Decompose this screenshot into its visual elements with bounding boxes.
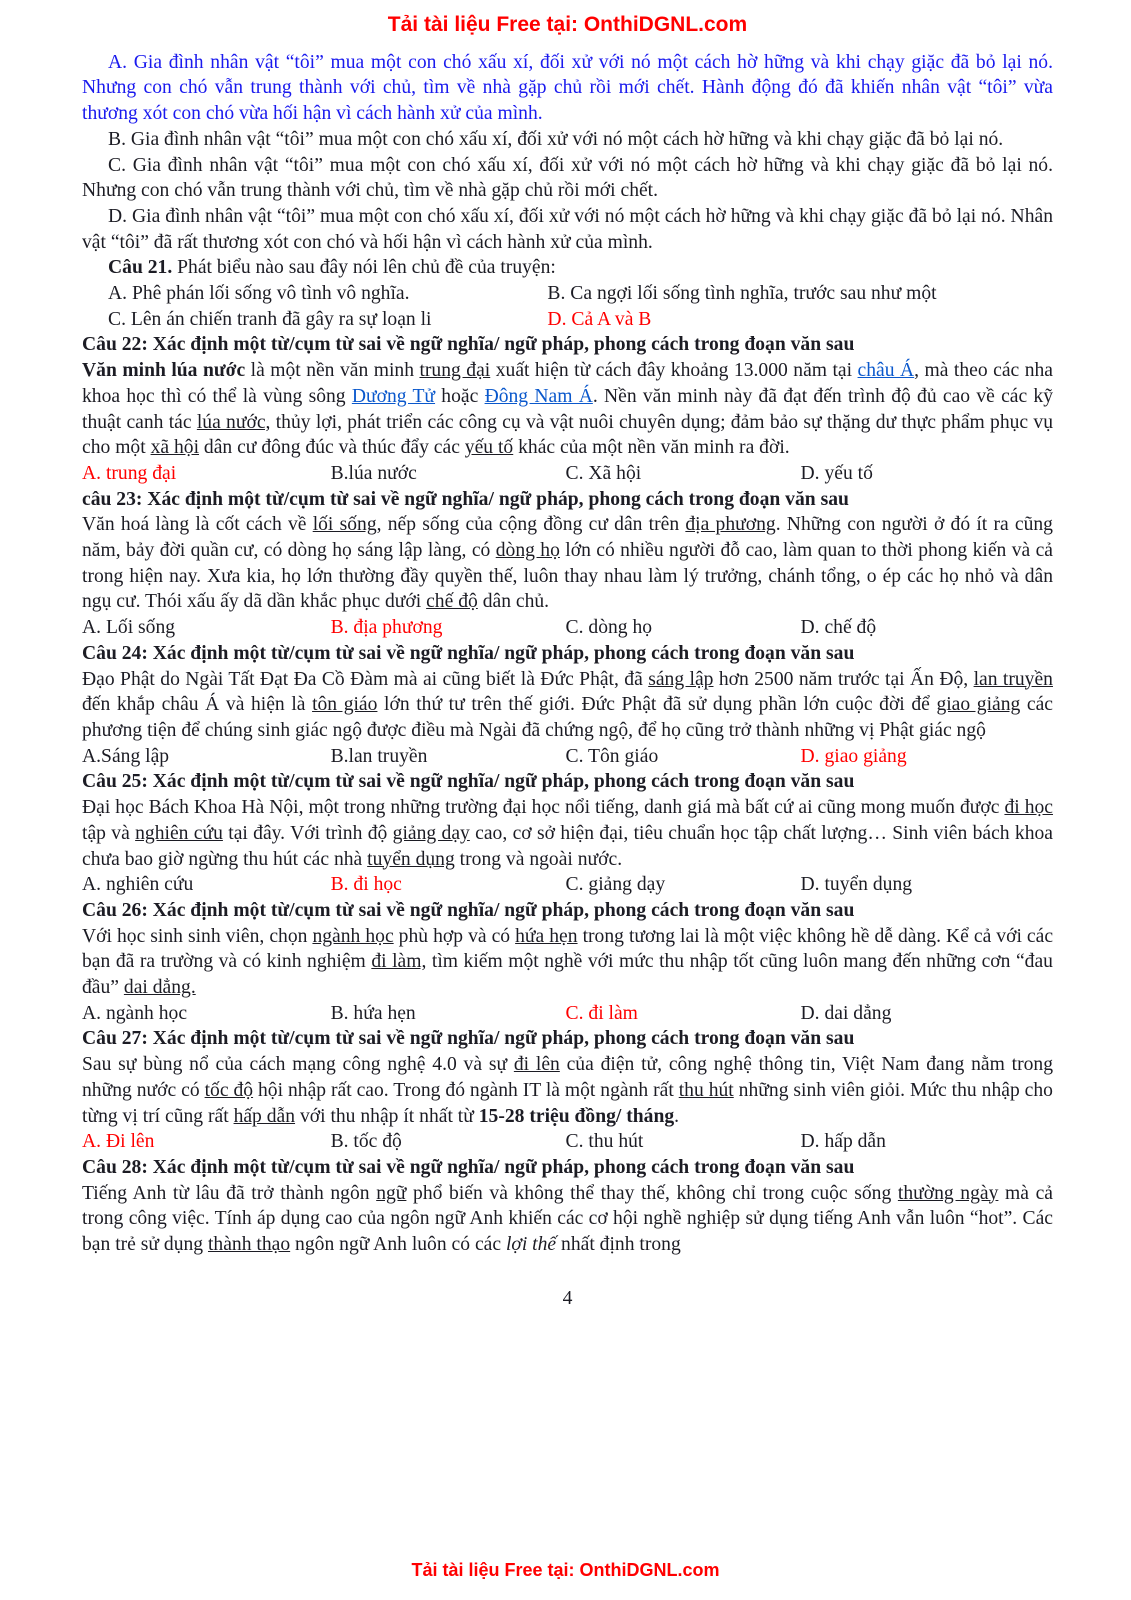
option-a: A. Phê phán lối sống vô tình vô nghĩa. bbox=[108, 283, 410, 305]
option-c: C. Lên án chiến tranh đã gây ra sự loạn li bbox=[108, 308, 432, 330]
text-run: giao giảng bbox=[936, 694, 1021, 716]
option-c: C. giảng dạy bbox=[565, 874, 666, 896]
question-22-passage bbox=[82, 358, 1053, 461]
text-run: của điện tử, công nghệ thông tin, Việt Nam đang nằm trong những nước có bbox=[82, 1054, 1053, 1101]
text-run: nhất định trong bbox=[556, 1234, 681, 1256]
text-run: dai dẳng. bbox=[123, 977, 196, 999]
text-run: câu 23: Xác định một từ/cụm từ sai về ngữ nghĩa/ ngữ pháp, phong cách trong đoạn văn sau bbox=[82, 488, 849, 510]
text-run: dòng họ bbox=[495, 540, 560, 562]
text-run: Phát biểu nào sau đây nói lên chủ đề của truyện: bbox=[172, 257, 556, 279]
text-run: trong tương lai là một việc không hề dễ dàng. Kể cả với các bạn đã ra trường và có kinh nghiệm bbox=[82, 925, 1054, 973]
question-26-heading bbox=[82, 898, 1053, 924]
text-run: khác của một nền văn minh ra đời. bbox=[513, 437, 790, 459]
question-21 bbox=[82, 255, 1053, 281]
option-b: B. địa phương bbox=[330, 617, 443, 639]
text-run: dân chủ. bbox=[477, 591, 550, 613]
text-run: yếu tố bbox=[464, 437, 514, 459]
hyperlink[interactable]: châu Á bbox=[857, 360, 915, 382]
text-run: hội nhập rất cao. Trong đó ngành IT là một ngành rất bbox=[253, 1079, 679, 1101]
text-run: nghiên cứu bbox=[135, 822, 223, 844]
text-run: đi làm, bbox=[371, 951, 427, 973]
question-27-heading bbox=[82, 1026, 1053, 1052]
text-run: phù hợp và có bbox=[393, 925, 516, 947]
option-d: D. yếu tố bbox=[800, 462, 873, 484]
text-run: ngôn ngữ Anh luôn có các bbox=[290, 1234, 506, 1256]
text-run: , nếp sống của cộng đồng cư dân trên bbox=[376, 514, 686, 536]
option-b: B. đi học bbox=[330, 874, 402, 896]
option-b: B.lan truyền bbox=[330, 745, 428, 767]
question-21-options-row-2 bbox=[82, 307, 1053, 333]
text-run: lớn thứ tư trên thế giới. Đức Phật đã sử dụng phần lớn cuộc đời để bbox=[377, 694, 937, 716]
option-a: A. Đi lên bbox=[82, 1131, 155, 1153]
text-run: phổ biến và không thể thay thế, không chỉ trong cuộc sống bbox=[406, 1182, 898, 1204]
text-run: thủy lợi, phát triển các công cụ và vật nuôi chuyên dụng; đảm bảo sự thặng dư thực phẩm phục vụ cho một bbox=[82, 411, 1054, 459]
text-run: là một nền văn minh bbox=[245, 360, 420, 382]
passage-option-c bbox=[82, 153, 1053, 204]
question-23-passage bbox=[82, 512, 1053, 615]
text-run: hấp dẫn bbox=[233, 1105, 296, 1127]
text-run: ngành học bbox=[312, 925, 394, 947]
option-c: C. đi làm bbox=[565, 1002, 638, 1024]
question-27-options bbox=[82, 1129, 1053, 1155]
option-c: C. Tôn giáo bbox=[565, 745, 659, 767]
page-number: 4 bbox=[562, 1287, 573, 1309]
option-a: A.Sáng lập bbox=[82, 745, 170, 767]
text-run: với thu nhập ít nhất từ bbox=[295, 1105, 479, 1127]
question-28-heading bbox=[82, 1155, 1053, 1181]
text-run: Câu 21. bbox=[108, 257, 173, 279]
text-run: Câu 28: Xác định một từ/cụm từ sai về ngữ nghĩa/ ngữ pháp, phong cách trong đoạn văn sau bbox=[82, 1156, 855, 1178]
option-b: B.lúa nước bbox=[330, 462, 417, 484]
option-d: D. tuyển dụng bbox=[800, 874, 913, 896]
text-run: thành thạo bbox=[207, 1234, 291, 1256]
text-run: Câu 27: Xác định một từ/cụm từ sai về ngữ nghĩa/ ngữ pháp, phong cách trong đoạn văn sau bbox=[82, 1028, 855, 1050]
page-footer-banner: Tải tài liệu Free tại: OnthiDGNL.com bbox=[411, 1560, 720, 1581]
text-run: hơn 2500 năm trước tại Ấn Độ, bbox=[713, 668, 974, 690]
text-run: đi lên bbox=[513, 1054, 560, 1076]
text-run: hoặc bbox=[435, 385, 485, 407]
text-run: . Những con người ở đó ít ra cũng năm, bảy đời quần cư, có dòng họ sáng lập làng, có bbox=[82, 514, 1053, 562]
question-26-options bbox=[82, 1001, 1053, 1027]
text-run: , mà theo các nha khoa học thì có thể là vùng sông bbox=[82, 360, 1053, 407]
passage-option-b bbox=[82, 127, 1053, 153]
option-a: A. nghiên cứu bbox=[82, 874, 194, 896]
text-run: Tiếng Anh từ lâu đã trở thành ngôn bbox=[82, 1182, 377, 1204]
text-run: Với học sinh sinh viên, chọn bbox=[82, 925, 313, 947]
option-a: A. trung đại bbox=[82, 462, 177, 484]
question-24-heading bbox=[82, 641, 1053, 667]
text-run: Đại học Bách Khoa Hà Nội, một trong những trường đại học nổi tiếng, danh giá mà bất cứ ai cũng mong muốn được bbox=[82, 797, 1005, 819]
text-run: cao, cơ sở hiện đại, tiêu chuẩn học tập chất lượng… Sinh viên bách khoa chưa bao giờ ngừng thu hút các nhà bbox=[82, 822, 1054, 870]
option-b: B. tốc độ bbox=[330, 1131, 402, 1153]
text-run: sáng lập bbox=[648, 668, 714, 690]
text-run: 15-28 triệu đồng/ tháng bbox=[478, 1105, 675, 1127]
option-c: C. dòng họ bbox=[565, 617, 653, 639]
question-26-passage bbox=[82, 924, 1053, 1001]
question-24-passage bbox=[82, 667, 1053, 744]
text-run: tốc độ bbox=[204, 1079, 254, 1101]
text-run: ngữ bbox=[376, 1182, 407, 1204]
text-run: những sinh viên giỏi. Mức thu nhập cho từng vị trí cũng rất bbox=[82, 1079, 1053, 1127]
text-run: tập và bbox=[82, 822, 136, 844]
option-d: D. Cả A và B bbox=[547, 308, 652, 330]
text-run: Câu 25: Xác định một từ/cụm từ sai về ngữ nghĩa/ ngữ pháp, phong cách trong đoạn văn sau bbox=[82, 771, 855, 793]
text-run: Văn minh lúa nước bbox=[82, 360, 246, 382]
text-run: địa phương bbox=[685, 514, 776, 536]
text-run: tại đây. Với trình độ bbox=[222, 822, 393, 844]
option-d: D. hấp dẫn bbox=[800, 1131, 886, 1153]
text-run: lan truyền bbox=[973, 668, 1053, 690]
text-run: giảng dạy bbox=[392, 822, 470, 844]
text-run: Câu 22: Xác định một từ/cụm từ sai về ngữ nghĩa/ ngữ pháp, phong cách trong đoạn văn sau bbox=[82, 334, 855, 356]
text-run: Văn hoá làng là cốt cách về bbox=[82, 514, 313, 536]
option-c: C. Xã hội bbox=[565, 462, 642, 484]
question-28-passage bbox=[82, 1181, 1053, 1258]
text-run: tôn giáo bbox=[312, 694, 378, 716]
text-run: thường ngày bbox=[897, 1182, 999, 1204]
text-run: lợi thế bbox=[505, 1234, 557, 1256]
question-25-heading bbox=[82, 769, 1053, 795]
question-22-options bbox=[82, 461, 1053, 487]
text-run: lối sống bbox=[312, 514, 377, 536]
text-run: đi học bbox=[1004, 797, 1053, 819]
question-21-options-row-1 bbox=[82, 281, 1053, 307]
question-22-heading bbox=[82, 332, 1053, 358]
passage-option-a bbox=[82, 50, 1053, 127]
text-run: C. Gia đình nhân vật “tôi” mua một con chó xấu xí, đối xử với nó một cách hờ hững và khi chạy giặc đã bỏ lại nó. Nhưng con chó vẫn trung thành với chủ, tìm về nhà gặp chủ rồi mới chết. bbox=[82, 154, 1053, 202]
option-b: B. Ca ngợi lối sống tình nghĩa, trước sau như một bbox=[547, 283, 937, 305]
option-a: A. Lối sống bbox=[82, 617, 176, 639]
text-run: xã hội bbox=[150, 437, 200, 459]
text-run: Sau sự bùng nổ của cách mạng công nghệ 4.0 và sự bbox=[82, 1054, 514, 1076]
document-body bbox=[82, 50, 1053, 1258]
text-run: mà cả trong công việc. Tính áp dụng cao của ngôn ngữ Anh khiến các cơ hội nghề nghiệp sử dụng tiếng Anh vẫn luôn “hot”. Các bạn trẻ sử dụng bbox=[82, 1182, 1053, 1256]
page-header-banner: Tải tài liệu Free tại: OnthiDGNL.com bbox=[387, 13, 748, 36]
question-23-heading bbox=[82, 487, 1053, 513]
question-24-options bbox=[82, 744, 1053, 770]
text-run: dân cư đông đúc và thúc đẩy các bbox=[199, 437, 465, 459]
question-25-options bbox=[82, 872, 1053, 898]
option-a: A. ngành học bbox=[82, 1002, 188, 1024]
text-run: Đạo Phật do Ngài Tất Đạt Đa Cồ Đàm mà ai cũng biết là Đức Phật, đã bbox=[82, 668, 649, 690]
text-run: D. Gia đình nhân vật “tôi” mua một con chó xấu xí, đối xử với nó một cách hờ hững và khi chạy giặc đã bỏ lại nó. Nhân vật “tôi” đã rất thương xót con chó và hối hận vì cách hành xử của mình. bbox=[82, 205, 1053, 253]
option-d: D. dai dẳng bbox=[800, 1002, 892, 1024]
question-23-options bbox=[82, 615, 1053, 641]
text-run: thu hút bbox=[678, 1079, 734, 1101]
text-run: Câu 24: Xác định một từ/cụm từ sai về ngữ nghĩa/ ngữ pháp, phong cách trong đoạn văn sau bbox=[82, 642, 855, 664]
question-25-passage bbox=[82, 795, 1053, 872]
question-27-passage bbox=[82, 1052, 1053, 1129]
option-d: D. chế độ bbox=[800, 617, 877, 639]
option-b: B. hứa hẹn bbox=[330, 1002, 416, 1024]
text-run: tuyển dụng bbox=[367, 848, 455, 870]
text-run: tìm kiếm một nghề với mức thu nhập tốt cũng luôn mang đến những cơn “đau đầu” bbox=[82, 951, 1053, 999]
text-run: chế độ bbox=[426, 591, 478, 613]
text-run: trong và ngoài nước. bbox=[454, 848, 623, 870]
text-run: đến khắp châu Á và hiện là bbox=[82, 694, 313, 716]
text-run: . Nền văn minh này đã đạt đến trình độ đủ cao về các kỹ thuật canh tác bbox=[82, 385, 1054, 433]
text-run: A. Gia đình nhân vật “tôi” mua một con chó xấu xí, đối xử với nó một cách hờ hững và khi chạy giặc đã bỏ lại nó. Nhưng con chó vẫn trung thành với chủ, tìm về nhà gặp chủ rồi mới chết. Hành động đó đã khiến nhân vật “tôi” vừa thương xót con chó vừa hối hận vì cách hành xử của mình. bbox=[82, 51, 1053, 125]
option-c: C. thu hút bbox=[565, 1131, 644, 1153]
text-run: . bbox=[674, 1105, 680, 1127]
text-run: xuất hiện từ cách đây khoảng 13.000 năm tại bbox=[490, 360, 858, 382]
option-d: D. giao giảng bbox=[800, 745, 907, 767]
text-run: B. Gia đình nhân vật “tôi” mua một con chó xấu xí, đối xử với nó một cách hờ hững và khi chạy giặc đã bỏ lại nó. bbox=[108, 128, 1004, 150]
hyperlink[interactable]: Đông Nam Á bbox=[484, 385, 593, 407]
passage-option-d bbox=[82, 204, 1053, 255]
text-run: trung đại bbox=[419, 360, 491, 382]
text-run: lúa nước, bbox=[196, 411, 271, 433]
text-run: lớn có nhiều người đỗ cao, làm quan to thời phong kiến và cả trong hiện nay. Xưa kia, họ lớn thường đầy quyền thế, luôn thay nhau làm lý trưởng, chánh tổng, o ép các họ nhỏ và dân ngụ cư. Thói xấu ấy dã dần khắc phục dưới bbox=[82, 540, 1053, 613]
text-run: Câu 26: Xác định một từ/cụm từ sai về ngữ nghĩa/ ngữ pháp, phong cách trong đoạn văn sau bbox=[82, 899, 855, 921]
hyperlink[interactable]: Dương Tử bbox=[351, 385, 436, 407]
text-run: các phương tiện để chúng sinh giác ngộ được điều mà Ngài đã chứng ngộ, để họ cũng trở thành những vị Phật giác ngộ bbox=[82, 694, 1053, 741]
text-run: hứa hẹn bbox=[515, 925, 578, 947]
